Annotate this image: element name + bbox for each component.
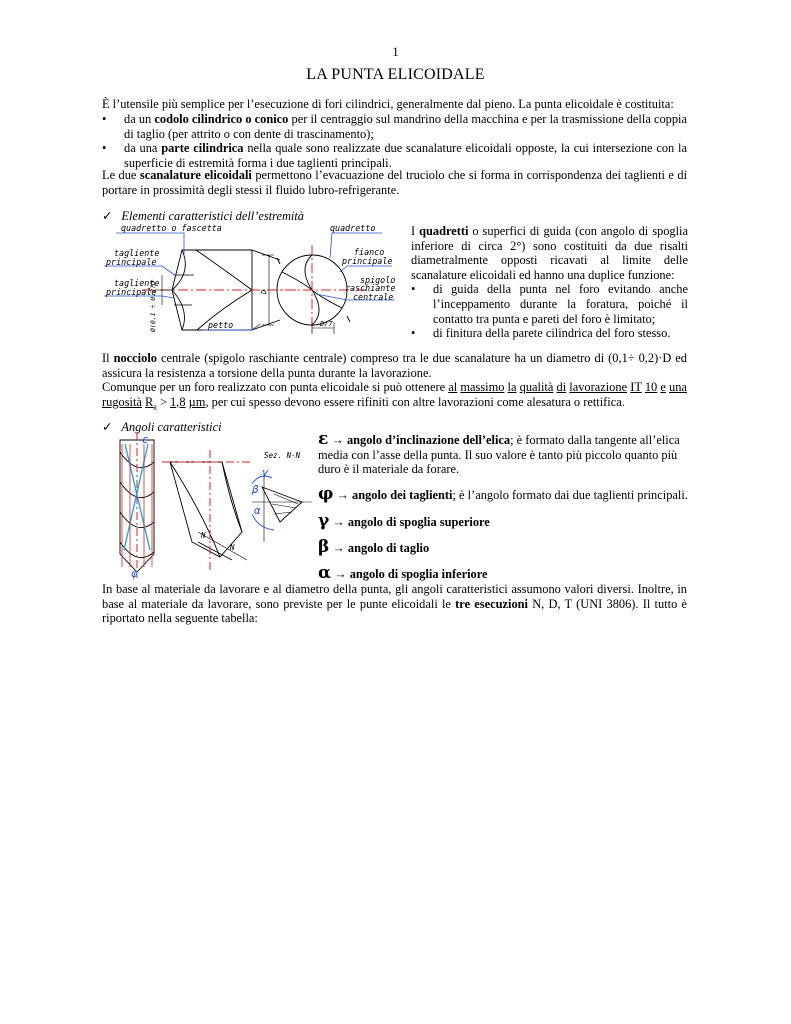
list-item: • di finitura della parete cilindrica del foro stesso. [411,326,671,341]
bullet-bold: codolo cilindrico o conico [154,112,289,126]
label-d7: D/7 [320,320,333,328]
bullet-text: da un [124,112,155,126]
drill-tip-figure [102,220,402,338]
label-raschiante: raschiante [345,283,396,293]
page-title: LA PUNTA ELICOIDALE [306,66,485,83]
angle-epsilon: ε → angolo d’inclinazione dell’elica; è formato dalla tangente all’elica media con l’asse della punta. Il suo valore è tanto più piccolo quanto più duro è il materiale da forare. [318,429,680,477]
label-fianco-principale: principale [342,256,393,266]
bullet-text: da una [124,141,162,155]
angle-beta: β → angolo di taglio [318,537,430,557]
beta-label: β [252,483,259,496]
nocciolo-paragraph: Il nocciolo centrale (spigolo raschiante centrale) compreso tra le due scanalature ha un diametro di (0,1÷ 0,2)·D ed assicura la resistenza a torsione della punta durante la lavorazione. [102,351,687,380]
scanalature-paragraph: Le due scanalature elicoidali permettono l’evacuazione del truciolo che si forma in corrispondenza dei taglienti e di portare in prossimità degli stessi il fluido lubro-refrigerante. [102,168,688,197]
bullet-text: nella quale sono realizzate due scanalature elicoidali opposte, la cui intersezione con la superficie di estremità forma i due taglienti principali. [124,141,687,170]
final-paragraph: In base al materiale da lavorare e al diametro della punta, gli angoli caratteristici assumono valori diversi. Inoltre, in base al materiale da lavorare, sono previste per le punte elicoidali le tre esecuzioni N, D, T (UNI 3806). Il tutto è riportato nella seguente tabella: [102,582,687,626]
intro-paragraph: È l’utensile più semplice per l’esecuzione di fori cilindrici, generalmente dal pieno. La punta elicoidale è costituita: [102,97,674,111]
bullet-icon: • [102,112,107,126]
quadretti-description: I quadretti o superfici di guida (con angolo di spoglia inferiore di circa 2°) sono costituiti da due risalti diametralmente opposti ricavati al limite delle scanalature elicoidali ed hanno una duplice funzione: • di guida della punta nel foro evitando anche l’inceppamento durante la foratura, poiché il contatto tra punta e pareti del foro è limitato; • di finitura della parete cilindrica del foro stesso. [411,224,688,341]
label-quadretto: quadretto [330,223,376,233]
section-nn-label: Sez. N-N [264,451,301,460]
label-tagliente-principale-2b: principale [106,287,157,297]
epsilon-label: ε [142,433,149,446]
list-item: • di guida della punta nel foro evitando anche l’inceppamento durante la foratura, poiché il contatto tra punta e pareti del foro è limitato; [411,282,688,326]
label-quadretto-fascetta: quadretto o fascetta [121,223,222,233]
alpha-label: α [254,504,261,517]
gamma-label: γ [262,466,269,479]
n-mark-1: N [201,531,206,540]
angle-alpha: α → angolo di spoglia inferiore [318,563,488,583]
label-petto: petto [208,320,234,330]
n-mark-2: N [230,543,235,552]
label-d: D [260,289,268,294]
comunque-paragraph: Comunque per un foro realizzato con punta elicoidale si può ottenere al massimo la qualità di lavorazione IT 10 e una rugosità $R_a > 1,8$ µm, per cui spesso devono essere rifiniti con altre lavorazioni come alesatura o rettifica. [102,380,687,412]
label-tagliente-principale-2: tagliente [114,278,160,288]
label-fianco: fianco [354,247,385,257]
section-heading-angoli: ✓ Angoli caratteristici [102,420,222,434]
bullet-icon: • [102,141,107,155]
drill-angles-figure [102,432,317,580]
list-item [102,112,687,142]
phi-label: φ [131,567,138,580]
bullet-icon: • [411,282,416,297]
label-spigolo: spigolo [360,275,396,285]
angle-gamma: γ → angolo di spoglia superiore [318,511,490,531]
angle-phi: φ → angolo dei taglienti; è l’angolo formato dai due taglienti principali. [318,484,688,504]
bullet-icon: • [411,326,416,341]
label-tagliente-principale-1: tagliente [114,248,160,258]
check-icon: ✓ [102,420,113,434]
list-item [102,141,687,171]
label-tagliente-principale-1b: principale [106,257,157,267]
label-centrale: centrale [353,292,394,302]
bullet-bold: parte cilindrica [161,141,244,155]
section-heading-estremita: ✓ Elementi caratteristici dell’estremità [102,209,304,223]
label-nucleo-dim: Ø(0.1 ÷ 0.2)D [149,281,157,332]
bullet-text: per il centraggio sul mandrino della macchina e per la trasmissione della coppia di taglio (per attrito o con dente di trascinamento); [124,112,687,141]
page-number: 1 [392,44,399,59]
check-icon: ✓ [102,209,113,223]
